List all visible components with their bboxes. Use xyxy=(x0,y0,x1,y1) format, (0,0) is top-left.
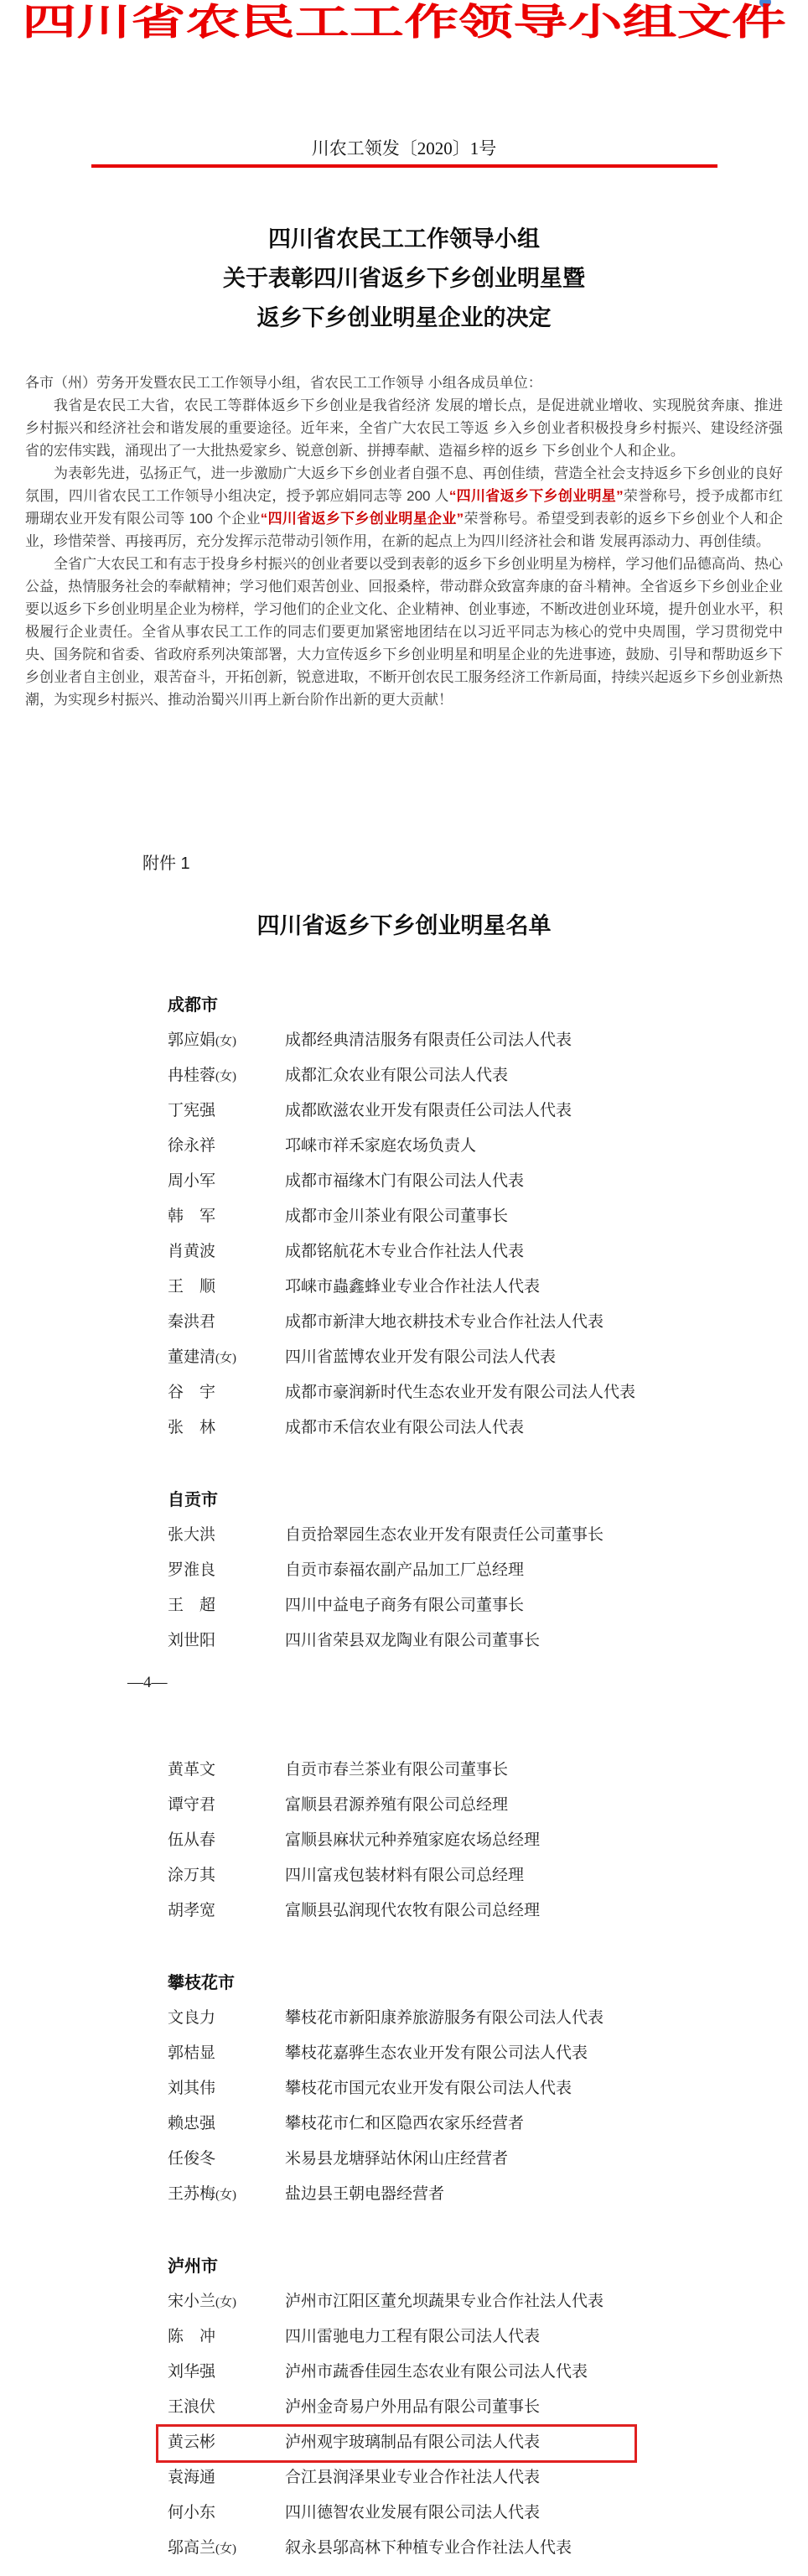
roster-row xyxy=(168,2142,808,2177)
gender-suffix: (女) xyxy=(215,1035,237,1048)
honor-title-red-text: “四川省返乡下乡创业明星” xyxy=(448,488,624,504)
document-body xyxy=(0,371,808,851)
person-title: 叙永县邬高林下种植专业合作社法人代表 xyxy=(285,2539,572,2557)
person-title: 富顺县君源养殖有限公司总经理 xyxy=(285,1796,509,1814)
roster-row-highlighted xyxy=(168,2425,808,2460)
person-name: 徐永祥 xyxy=(168,1137,216,1155)
person-title: 成都市禾信农业有限公司法人代表 xyxy=(285,1419,525,1436)
roster-row xyxy=(168,2355,808,2390)
roster-row xyxy=(168,1340,808,1375)
person-title: 四川省荣县双龙陶业有限公司董事长 xyxy=(285,1632,541,1649)
person-name: 黄云彬 xyxy=(168,2433,216,2451)
person-name: 董建清(女) xyxy=(168,1348,237,1366)
roster-row xyxy=(168,1305,808,1340)
person-name: 涂万其 xyxy=(168,1867,216,1884)
person-name: 谷 宇 xyxy=(168,1384,216,1401)
roster-title: 四川省返乡下乡创业明星名单 xyxy=(256,913,552,938)
announcement-text: 为表彰先进，弘扬正气，进一步激励广大返乡下乡创业者自强不息、再创佳绩，营造全社会支持返乡下乡创业的良好氛围，四川省农民工工作领导小组决定，授予郭应娟同志等 200 人 xyxy=(25,465,783,504)
person-name: 何小东 xyxy=(168,2504,216,2521)
person-name: 赖忠强 xyxy=(168,2115,216,2132)
person-title: 自贡市泰福农副产品加工厂总经理 xyxy=(285,1561,525,1579)
roster-row xyxy=(168,1588,808,1623)
doc-title-line-3: 返乡下乡创业明星企业的决定 xyxy=(256,305,552,330)
person-name: 胡孝宽 xyxy=(168,1902,216,1919)
person-name: 郭应娟(女) xyxy=(168,1031,237,1049)
roster-row xyxy=(168,1058,808,1093)
person-title: 泸州观宇玻璃制品有限公司法人代表 xyxy=(285,2433,541,2451)
person-title: 攀枝花市仁和区隐西农家乐经营者 xyxy=(285,2115,525,2132)
gender-suffix: (女) xyxy=(215,2296,237,2309)
person-title: 四川富戎包装材料有限公司总经理 xyxy=(285,1867,525,1884)
person-name: 周小军 xyxy=(168,1172,216,1190)
person-name: 王 顺 xyxy=(168,1278,216,1296)
roster-row xyxy=(168,1893,808,1929)
person-name: 张大洪 xyxy=(168,1526,216,1544)
roster-row xyxy=(168,2001,808,2036)
person-title: 四川德智农业发展有限公司法人代表 xyxy=(285,2504,541,2521)
person-name: 张 林 xyxy=(168,1419,216,1436)
masthead-org-title: 四川省农民工工作领导小组文件 xyxy=(22,2,786,43)
roster-row xyxy=(168,1553,808,1588)
person-title: 泸州市蔬香佳园生态农业有限公司法人代表 xyxy=(285,2363,588,2381)
person-title: 成都市金川茶业有限公司董事长 xyxy=(285,1208,509,1225)
person-name: 陈 冲 xyxy=(168,2328,216,2345)
person-title: 攀枝花嘉骅生态农业开发有限公司法人代表 xyxy=(285,2044,588,2062)
person-name: 邬高兰(女) xyxy=(168,2539,237,2557)
person-title: 泸州金奇易户外用品有限公司董事长 xyxy=(285,2398,541,2416)
gender-suffix: (女) xyxy=(215,2542,237,2556)
person-name: 郭桔显 xyxy=(168,2044,216,2062)
person-title: 盐边县王朝电器经营者 xyxy=(285,2185,445,2203)
honor-title-red-text: “四川省返乡下乡创业明星企业” xyxy=(260,511,464,527)
paragraph-salutation: 各市（州）劳务开发暨农民工工作领导小组，省农民工工作领导 小组各成员单位： xyxy=(25,375,542,391)
roster-row xyxy=(168,2071,808,2106)
person-title: 泸州市江阳区董允坝蔬果专业合作社法人代表 xyxy=(285,2293,604,2310)
person-title: 成都经典清洁服务有限责任公司法人代表 xyxy=(285,1031,572,1049)
doc-number: 川农工领发〔2020〕1号 xyxy=(311,138,497,158)
person-title: 成都市新津大地衣耕技术专业合作社法人代表 xyxy=(285,1313,604,1331)
roster-row xyxy=(168,2284,808,2319)
roster-row xyxy=(168,2177,808,2212)
roster-row xyxy=(168,1823,808,1858)
person-title: 邛崃市蟲鑫蜂业专业合作社法人代表 xyxy=(285,1278,541,1296)
roster-row xyxy=(168,1129,808,1164)
roster-row xyxy=(168,2390,808,2425)
roster-row xyxy=(168,1788,808,1823)
roster-row xyxy=(168,1410,808,1446)
person-name: 任俊冬 xyxy=(168,2150,216,2168)
person-name: 刘其伟 xyxy=(168,2080,216,2097)
doc-title-line-1: 四川省农民工工作领导小组 xyxy=(268,226,540,252)
person-title: 米易县龙塘驿站休闲山庄经营者 xyxy=(285,2150,509,2168)
person-title: 成都市豪润新时代生态农业开发有限公司法人代表 xyxy=(285,1384,636,1401)
person-name: 韩 军 xyxy=(168,1208,216,1225)
person-title: 四川省蓝博农业开发有限公司法人代表 xyxy=(285,1348,557,1366)
person-name: 文良力 xyxy=(168,2009,216,2027)
roster-row xyxy=(168,1858,808,1893)
city-heading: 自贡市 xyxy=(168,1491,218,1509)
person-title: 四川雷驰电力工程有限公司法人代表 xyxy=(285,2328,541,2345)
person-title: 自贡市春兰茶业有限公司董事长 xyxy=(285,1761,509,1779)
person-title: 富顺县麻状元种养殖家庭农场总经理 xyxy=(285,1831,541,1849)
page-number-marker: —4— xyxy=(127,1674,168,1691)
roster-row xyxy=(168,1753,808,1788)
roster-row xyxy=(168,1518,808,1553)
person-name: 刘世阳 xyxy=(168,1632,216,1649)
roster-row xyxy=(168,2460,808,2496)
person-name: 黄革文 xyxy=(168,1761,216,1779)
person-title: 成都市福缘木门有限公司法人代表 xyxy=(285,1172,525,1190)
roster-row xyxy=(168,1270,808,1305)
person-title: 攀枝花市国元农业开发有限公司法人代表 xyxy=(285,2080,572,2097)
person-name: 秦洪君 xyxy=(168,1313,216,1331)
person-name: 谭守君 xyxy=(168,1796,216,1814)
person-title: 四川中益电子商务有限公司董事长 xyxy=(285,1597,525,1614)
person-title: 成都汇众农业有限公司法人代表 xyxy=(285,1067,509,1084)
person-title: 成都铭航花木专业合作社法人代表 xyxy=(285,1243,525,1260)
city-heading: 成都市 xyxy=(168,996,218,1015)
paragraph-call-to-action: 全省广大农民工和有志于投身乡村振兴的创业者要以受到表彰的返乡下乡创业明星为榜样，学习他们品德高尚、热心公益，热情服务社会的奉献精神；学习他们艰苦创业、回报桑梓，带动群众致富奔康的奋斗精神。全省返乡下乡创业企业要以返乡下乡创业明星企业为榜样，学习他们的企业文化、企业精神、创业事迹，不断改进创业环境，提升创业水平，积极履行企业责任。全省从事农民工工作的同志们要更加紧密地团结在以习近平同志为核心的党中央周围，学习贯彻党中央、国务院和省委、省政府系列决策部署，大力宣传返乡下乡创业明星和明星企业的先进事迹，鼓励、引导和帮助返乡下乡创业者自主创业，艰苦奋斗，开拓创新，锐意进取，不断开创农民工服务经济工作新局面，持续兴起返乡下乡创业新热潮，为实现乡村振兴、推动治蜀兴川再上新台阶作出新的更大贡献！ xyxy=(25,556,783,708)
person-name: 王 超 xyxy=(168,1597,216,1614)
person-name: 袁海通 xyxy=(168,2469,216,2486)
roster-row xyxy=(168,1023,808,1058)
roster-row xyxy=(168,1234,808,1270)
person-title: 自贡拾翠园生态农业开发有限责任公司董事长 xyxy=(285,1526,604,1544)
person-name: 冉桂蓉(女) xyxy=(168,1067,237,1084)
person-title: 合江县润泽果业专业合作社法人代表 xyxy=(285,2469,541,2486)
city-heading: 泸州市 xyxy=(168,2257,218,2276)
gender-suffix: (女) xyxy=(215,1352,237,1365)
person-title: 邛崃市祥禾家庭农场负责人 xyxy=(285,1137,477,1155)
city-heading: 攀枝花市 xyxy=(168,1974,235,1992)
attachment-label: 附件 1 xyxy=(142,854,190,873)
person-name: 伍从春 xyxy=(168,1831,216,1849)
gender-suffix: (女) xyxy=(215,1070,237,1083)
person-title: 成都欧滋农业开发有限责任公司法人代表 xyxy=(285,1102,572,1119)
announcement-text: 荣誉称号，授予成都市红珊瑚农业开发有限公司等 100 个企业 xyxy=(25,488,784,527)
person-name: 宋小兰(女) xyxy=(168,2293,237,2310)
person-name: 肖黄波 xyxy=(168,1243,216,1260)
announcement-text: 荣誉称号。希望受到表彰的返乡下乡创业个人和企业，珍惜荣誉、再接再厉，充分发挥示范带动引领作用，在新的起点上为四川经济社会和谐 发展再添动力、再创佳绩。 xyxy=(25,511,784,549)
doc-title xyxy=(0,220,808,338)
paragraph-announcement xyxy=(25,462,783,553)
roster-row xyxy=(168,1093,808,1129)
doc-title-line-2: 关于表彰四川省返乡下乡创业明星暨 xyxy=(223,266,585,291)
roster-list xyxy=(0,988,808,2566)
person-name: 罗淮良 xyxy=(168,1561,216,1579)
person-title: 攀枝花市新阳康养旅游服务有限公司法人代表 xyxy=(285,2009,604,2027)
roster-row xyxy=(168,1375,808,1410)
person-name: 刘华强 xyxy=(168,2363,216,2381)
red-divider-rule xyxy=(91,164,717,168)
person-name: 王浪伏 xyxy=(168,2398,216,2416)
gender-suffix: (女) xyxy=(215,2189,237,2202)
roster-row xyxy=(168,2036,808,2071)
roster-row xyxy=(168,2531,808,2566)
paragraph-intro: 我省是农民工大省，农民工等群体返乡下乡创业是我省经济 发展的增长点，是促进就业增收、实现脱贫奔康、推进乡村振兴和经济社会和谐发展的重要途径。近年来，全省广大农民工等返 乡入乡创业者积极投身乡村振兴、建设经济强省的宏伟实践，涌现出了一大批热爱家乡、锐意创新、拼搏奉献、造福乡梓的返乡 下乡创业个人和企业。 xyxy=(25,397,783,459)
roster-row xyxy=(168,2319,808,2355)
roster-row xyxy=(168,1623,808,1659)
roster-row xyxy=(168,1164,808,1199)
person-name: 丁宪强 xyxy=(168,1102,216,1119)
roster-row xyxy=(168,2496,808,2531)
person-name: 王苏梅(女) xyxy=(168,2185,237,2203)
roster-row xyxy=(168,1199,808,1234)
person-title: 富顺县弘润现代农牧有限公司总经理 xyxy=(285,1902,541,1919)
roster-row xyxy=(168,2106,808,2142)
